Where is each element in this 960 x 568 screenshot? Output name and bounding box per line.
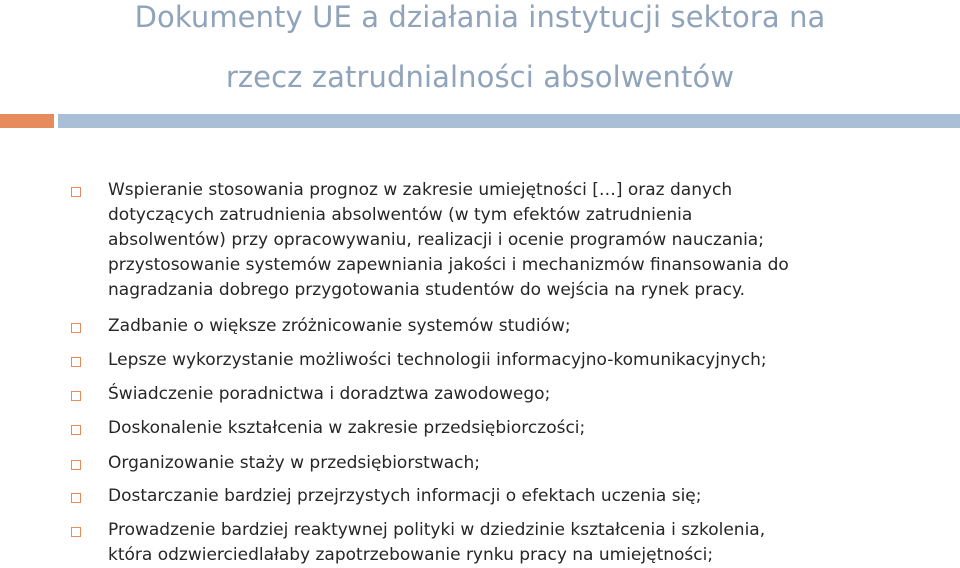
square-bullet-icon — [71, 460, 81, 470]
square-bullet-icon — [71, 357, 81, 367]
bullet-text-line: Organizowanie staży w przedsiębiorstwach; — [108, 453, 481, 473]
bullet-text-line: Dostarczanie bardziej przejrzystych informacji o efektach uczenia się; — [108, 486, 702, 506]
accent-bar-orange — [0, 114, 54, 128]
accent-bar-blue — [58, 114, 960, 128]
bullet-text — [108, 314, 948, 339]
slide-title-line-1: Dokumenty UE a działania instytucji sektora na — [134, 0, 826, 34]
square-bullet-icon — [71, 323, 81, 333]
bullet-text-line: Prowadzenie bardziej reaktywnej polityki w dziedzinie kształcenia i szkolenia, — [108, 520, 766, 540]
bullet-text-line: przystosowanie systemów zapewniania jakości i mechanizmów finansowania do — [108, 255, 789, 275]
bullet-text-line: nagradzania dobrego przygotowania studentów do wejścia na rynek pracy. — [108, 280, 745, 300]
bullet-text — [108, 451, 948, 476]
slide-title-line-2: rzecz zatrudnialności absolwentów — [225, 60, 735, 94]
bullet-text-line: Wspieranie stosowania prognoz w zakresie umiejętności […] oraz danych — [108, 180, 733, 200]
square-bullet-icon — [71, 391, 81, 401]
square-bullet-icon — [71, 425, 81, 435]
square-bullet-icon — [71, 493, 81, 503]
bullet-text-line: dotyczących zatrudnienia absolwentów (w tym efektów zatrudnienia — [108, 205, 693, 225]
bullet-text-line: Lepsze wykorzystanie możliwości technologii informacyjno-komunikacyjnych; — [108, 350, 767, 370]
bullet-text — [108, 382, 948, 407]
bullet-text-line: Doskonalenie kształcenia w zakresie przedsiębiorczości; — [108, 418, 586, 438]
square-bullet-icon — [71, 527, 81, 537]
bullet-text — [108, 416, 948, 441]
square-bullet-icon — [71, 187, 81, 197]
bullet-text-line: Zadbanie o większe zróżnicowanie systemów studiów; — [108, 316, 571, 336]
bullet-text-line: absolwentów) przy opracowywaniu, realizacji i ocenie programów nauczania; — [108, 230, 764, 250]
title-accent-bar — [0, 114, 960, 128]
bullet-text-line: Świadczenie poradnictwa i doradztwa zawodowego; — [108, 384, 551, 404]
bullet-text — [108, 348, 948, 373]
bullet-text — [108, 484, 948, 509]
slide-title — [0, 0, 960, 130]
bullet-text-line: która odzwierciedlałaby zapotrzebowanie rynku pracy na umiejętności; — [108, 545, 714, 565]
bullet-text — [108, 178, 948, 303]
